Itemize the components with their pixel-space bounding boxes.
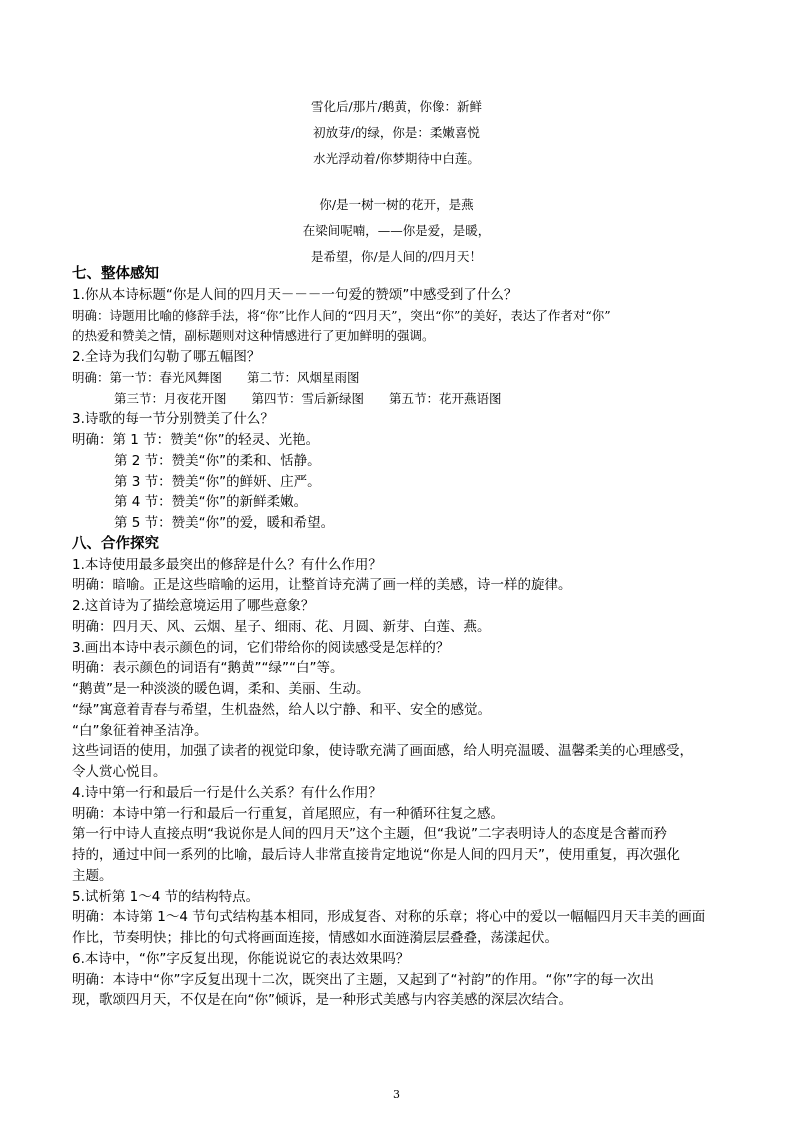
poem-line: 你/是一树一树的花开，是燕 bbox=[319, 197, 474, 212]
answer-line: 作比，节奏明快；排比的句式将画面连接，情感如水面涟漪层层叠叠，荡漾起伏。 bbox=[72, 930, 558, 946]
question: 3.画出本诗中表示颜色的词，它们带给你的阅读感受是怎样的？ bbox=[72, 639, 450, 656]
answer-line: 持的，通过中间一系列的比喻，最后诗人非常直接肯定地说“你是人间的四月天”，使用重复，再次强化 bbox=[72, 847, 680, 863]
answer-line: 的热爱和赞美之情，副标题则对这种情感进行了更加鲜明的强调。 bbox=[72, 328, 435, 344]
question: 2.全诗为我们勾勒了哪五幅图？ bbox=[72, 349, 261, 365]
answer-line: 明确：第一节：春光风舞图 第二节：风烟星雨图 bbox=[72, 369, 360, 385]
answer-line: 第 3 节：赞美“你”的鲜妍、庄严。 bbox=[114, 473, 321, 490]
document-body bbox=[72, 264, 724, 1011]
poem-line: 初放芽/的绿，你是：柔嫩喜悦 bbox=[313, 125, 480, 140]
poem-stanza-4 bbox=[0, 94, 793, 172]
poem-stanza-5 bbox=[0, 192, 793, 270]
answer-line: 明确：第 1 节：赞美“你”的轻灵、光艳。 bbox=[72, 432, 320, 448]
question: 3.诗歌的每一节分别赞美了什么？ bbox=[72, 411, 274, 428]
section-heading-8: 八、合作探究 bbox=[72, 535, 159, 552]
answer-line: 第 5 节：赞美“你”的爱，暖和希望。 bbox=[114, 515, 335, 531]
answer-line: 明确：本诗中“你”字反复出现十二次，既突出了主题，又起到了“衬韵”的作用。“你”字的每一次出 bbox=[72, 971, 654, 988]
answer-line: 主题。 bbox=[72, 867, 113, 884]
answer-line: 明确：四月天、风、云烟、星子、细雨、花、月圆、新芽、白莲、燕。 bbox=[72, 618, 491, 635]
answer-line: 明确：本诗第 1～4 节句式结构基本相同，形成复沓、对称的乐章；将心中的爱以一幅幅四月天丰美的画面 bbox=[72, 909, 706, 926]
question: 4.诗中第一行和最后一行是什么关系？有什么作用？ bbox=[72, 784, 382, 801]
section-heading-7: 七、整体感知 bbox=[72, 266, 159, 282]
answer-line: 明确：诗题用比喻的修辞手法，将“你”比作人间的“四月天”，突出“你”的美好，表达了作者对“你” bbox=[72, 307, 611, 323]
question: 2.这首诗为了描绘意境运用了哪些意象？ bbox=[72, 598, 315, 614]
answer-line: 这些词语的使用，加强了读者的视觉印象，使诗歌充满了画面感，给人明亮温暖、温馨柔美的心理感受， bbox=[72, 743, 693, 760]
question: 1.本诗使用最多最突出的修辞是什么？有什么作用？ bbox=[72, 556, 382, 573]
answer-line: 明确：表示颜色的词语有“鹅黄”“绿”“白”等。 bbox=[72, 660, 344, 677]
poem-line: 是希望，你/是人间的/四月天！ bbox=[311, 249, 482, 264]
answer-line: “鹅黄”是一种淡淡的暖色调，柔和、美丽、生动。 bbox=[72, 681, 370, 697]
answer-line: “白”象征着神圣洁净。 bbox=[72, 722, 208, 739]
answer-line: 第 4 节：赞美“你”的新鲜柔嫩。 bbox=[114, 494, 308, 511]
answer-line: 明确：暗喻。正是这些暗喻的运用，让整首诗充满了画一样的美感，诗一样的旋律。 bbox=[72, 577, 572, 594]
poem-line: 在梁间呢喃，——你是爱，是暖， bbox=[302, 223, 491, 238]
question: 1.你从本诗标题“你是人间的四月天－－－一句爱的赞颂”中感受到了什么？ bbox=[72, 286, 518, 303]
answer-line: “绿”寓意着青春与希望，生机盎然，给人以宁静、和平、安全的感觉。 bbox=[72, 701, 491, 718]
question: 6.本诗中，“你”字反复出现，你能说说它的表达效果吗？ bbox=[72, 950, 410, 967]
answer-line: 明确：本诗中第一行和最后一行重复，首尾照应，有一种循环往复之感。 bbox=[72, 805, 504, 822]
answer-line: 第三节：月夜花开图 第四节：雪后新绿图 第五节：花开燕语图 bbox=[114, 390, 502, 406]
poem-line: 水光浮动着/你梦期待中白莲。 bbox=[313, 151, 480, 166]
answer-line: 第一行中诗人直接点明“我说你是人间的四月天”这个主题，但“我说”二字表明诗人的态度是含蓄而矜 bbox=[72, 826, 667, 843]
answer-line: 现，歌颂四月天，不仅是在向“你”倾诉，是一种形式美感与内容美感的深层次结合。 bbox=[72, 992, 572, 1009]
answer-line: 令人赏心悦目。 bbox=[72, 764, 167, 780]
poem-line: 雪化后/那片/鹅黄，你像：新鲜 bbox=[311, 99, 482, 114]
answer-line: 第 2 节：赞美“你”的柔和、恬静。 bbox=[114, 452, 321, 469]
page-number: 3 bbox=[393, 1088, 400, 1101]
question: 5.试析第 1～4 节的结构特点。 bbox=[72, 888, 260, 905]
